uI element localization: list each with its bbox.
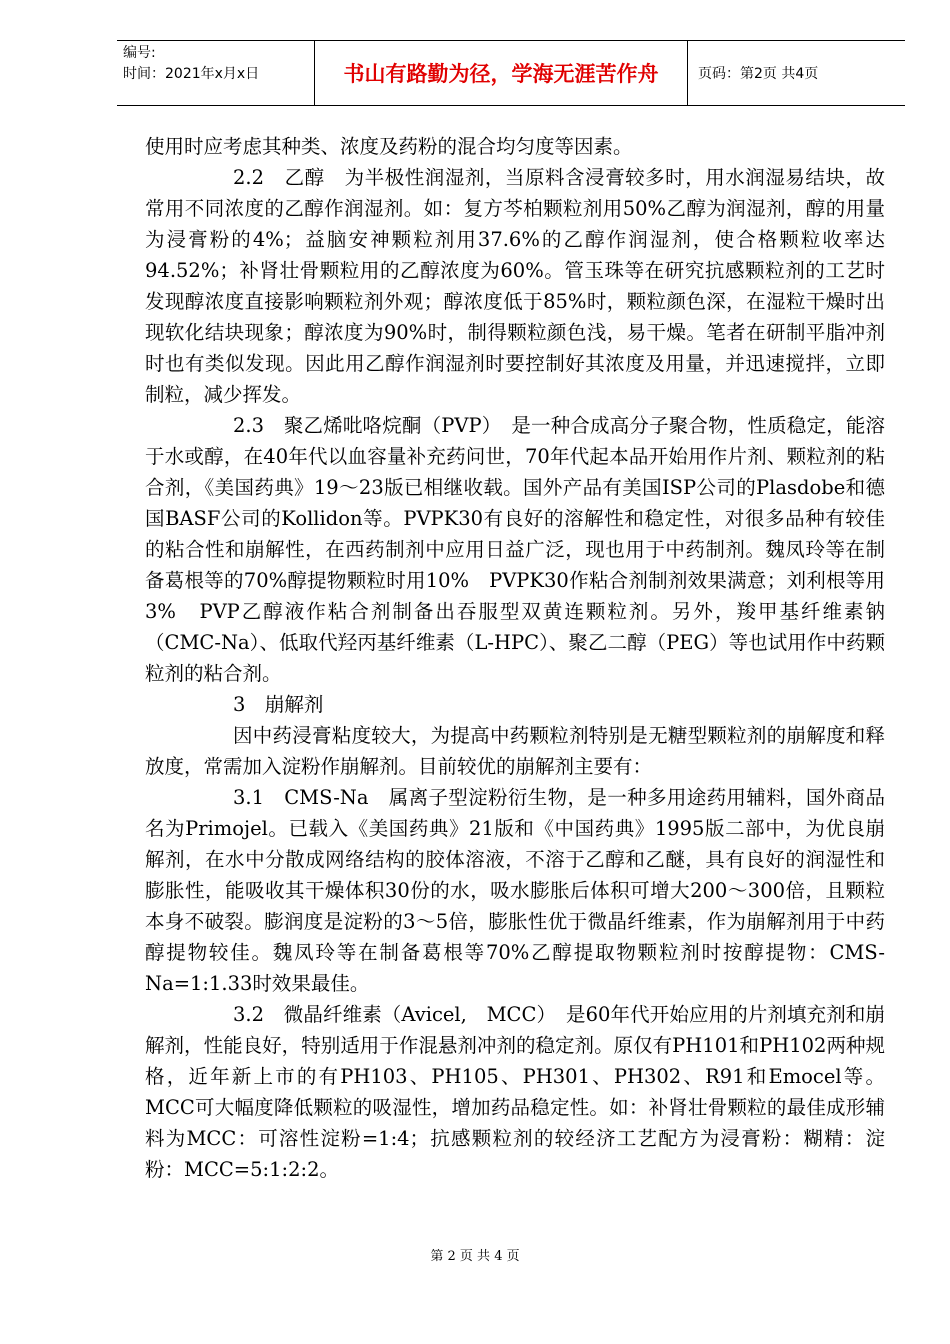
header-motto-cell (315, 41, 688, 105)
section-heading: 3 崩解剂 (233, 693, 324, 716)
paragraph: 2.2 乙醇 为半极性润湿剂，当原料含浸膏较多时，用水润湿易结块，故常用不同浓度的乙醇作润湿剂。如：复方芩柏颗粒剂用50%乙醇为润湿剂，醇的用量为浸膏粉的4%；益脑安神颗粒剂用37.6%的乙醇作润湿剂，使合格颗粒收率达94.52%；补肾壮骨颗粒用的乙醇浓度为60%。管玉珠等在研究抗感颗粒剂的工艺时发现醇浓度直接影响颗粒剂外观；醇浓度低于85%时，颗粒颜色深，在湿粒干燥时出现软化结块现象；醇浓度为90%时，制得颗粒颜色浅，易干燥。笔者在研制平脂冲剂时也有类似发现。因此用乙醇作润湿剂时要控制好其浓度及用量，并迅速搅拌，立即制粒，减少挥发。 (145, 166, 885, 406)
page-footer: 第 2 页 共 4 页 (430, 1249, 520, 1264)
document-number-label: 编号: (123, 45, 156, 61)
document-body (145, 131, 885, 1185)
paragraph: 使用时应考虑其种类、浓度及药粉的混合均匀度等因素。 (145, 135, 633, 158)
header-page-info: 页码：第2页 共4页 (698, 66, 819, 82)
paragraph: 3.1 CMS-Na 属离子型淀粉衍生物，是一种多用途药用辅料，国外商品名为Primojel。已载入《美国药典》21版和《中国药典》1995版二部中，为优良崩解剂，在水中分散成网络结构的胶体溶液，不溶于乙醇和乙醚，具有良好的润湿性和膨胀性，能吸收其干燥体积30份的水，吸水膨胀后体积可增大200～300倍，且颗粒本身不破裂。膨润度是淀粉的3～5倍，膨胀性优于微晶纤维素，作为崩解剂用于中药醇提物较佳。魏凤玲等在制备葛根等70%乙醇提取物颗粒剂时按醇提物：CMS-Na=1:1.33时效果最佳。 (145, 786, 885, 995)
paragraph: 3.2 微晶纤维素（Avicel, MCC） 是60年代开始应用的片剂填充剂和崩解剂，性能良好，特别适用于作混悬剂冲剂的稳定剂。原仅有PH101和PH102两种规格，近年新上市的有PH103、PH105、PH301、PH302、R91和Emocel等。MCC可大幅度降低颗粒的吸湿性，增加药品稳定性。如：补肾壮骨颗粒的最佳成形辅料为MCC：可溶性淀粉=1:4；抗感颗粒剂的较经济工艺配方为浸膏粉：糊精：淀粉：MCC=5:1:2:2。 (145, 1003, 885, 1181)
document-time: 时间：2021年x月x日 (123, 66, 260, 82)
paragraph: 因中药浸膏粘度较大，为提高中药颗粒剂特别是无糖型颗粒剂的崩解度和释放度，常需加入淀粉作崩解剂。目前较优的崩解剂主要有： (145, 724, 885, 778)
header-motto: 书山有路勤为径，学海无涯苦作舟 (343, 62, 659, 86)
header-meta (117, 41, 315, 105)
paragraph: 2.3 聚乙烯吡咯烷酮（PVP） 是一种合成高分子聚合物，性质稳定，能溶于水或醇，在40年代以血容量补充药问世，70年代起本品开始用作片剂、颗粒剂的粘合剂，《美国药典》19～23版已相继收载。国外产品有美国ISP公司的Plasdobe和德国BASF公司的Kollidon等。PVPK30有良好的溶解性和稳定性，对很多品种有较佳的粘合性和崩解性，在西药制剂中应用日益广泛，现也用于中药制剂。魏凤玲等在制备葛根等的70%醇提物颗粒时用10% PVPK30作粘合剂制剂效果满意；刘利根等用3% PVP乙醇液作粘合剂制备出吞服型双黄连颗粒剂。另外，羧甲基纤维素钠（CMC-Na）、低取代羟丙基纤维素（L-HPC）、聚乙二醇（PEG）等也试用作中药颗粒剂的粘合剂。 (145, 414, 885, 685)
page-header (117, 40, 905, 106)
